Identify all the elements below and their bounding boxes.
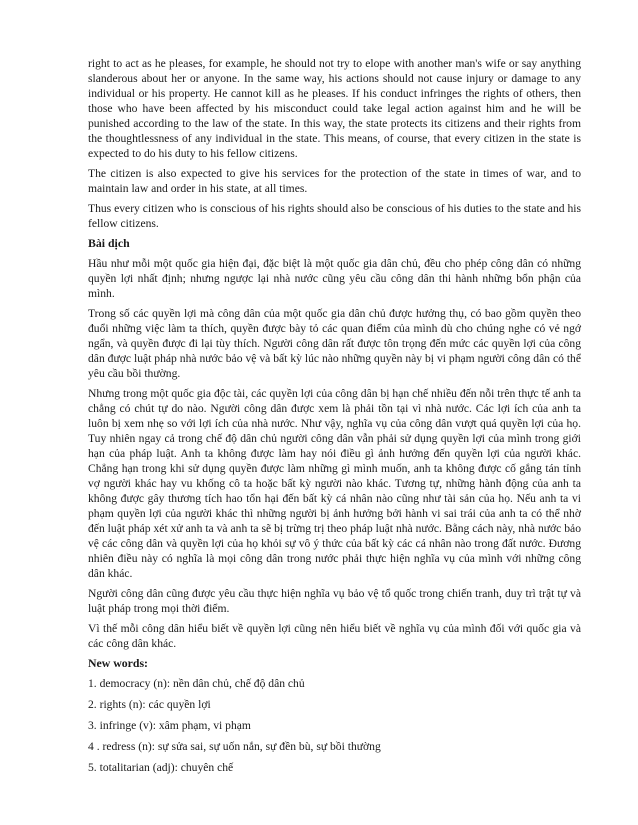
translation-paragraph-1: Hầu như mỗi một quốc gia hiện đại, đặc biệt là một quốc gia dân chủ, đều cho phép công dân có những quyền lợi nhất định; nhưng ngược lại nhà nước cũng yêu cầu công dân thi hành những bổn phận của mình. (88, 257, 581, 300)
new-words-list (88, 676, 581, 775)
english-paragraph-2: The citizen is also expected to give his services for the protection of the state in times of war, and to maintain law and order in his state, at all times. (88, 167, 581, 195)
new-word-item: 1. democracy (n): nền dân chủ, chế độ dân chủ (88, 677, 305, 690)
translation-heading: Bài dịch (88, 236, 130, 250)
translation-paragraph-2: Trong số các quyền lợi mà công dân của một quốc gia dân chủ được hưởng thụ, có bao gồm quyền theo đuổi những việc làm ta thích, quyền được bày tỏ các quan điểm của mình dù cho chúng nghe có vẻ ngớ ngẩn, và quyền được đi lại tùy thích. Người công dân rất được tôn trọng đến mức các quyền lợi của công dân được luật pháp nhà nước bảo vệ và bất kỳ lúc nào những quyền này bị vi phạm người công dân có thể yêu cầu bồi thường. (88, 307, 581, 380)
english-paragraph-1: right to act as he pleases, for example, he should not try to elope with another man's wife or say anything slanderous about her or anyone. In the same way, his actions should not cause injury or damage to any individual or his property. He cannot kill as he pleases. If his conduct infringes the rights of others, then those who have been affected by his misconduct could take legal action against him and he will be punished according to the law of the state. In this way, the state protects its citizens and their rights from the thoughtlessness of any individual in the state. This means, of course, that every citizen in the state is expected to do his duty to his fellow citizens. (88, 57, 581, 160)
new-word-item: 2. rights (n): các quyền lợi (88, 698, 211, 711)
translation-paragraph-4: Người công dân cũng được yêu cầu thực hiện nghĩa vụ bảo vệ tổ quốc trong chiến tranh, duy trì trật tự và luật pháp trong mọi thời điểm. (88, 587, 581, 615)
new-word-item: 5. totalitarian (adj): chuyên chế (88, 761, 234, 774)
translation-paragraph-3: Nhưng trong một quốc gia độc tài, các quyền lợi của công dân bị hạn chế nhiều đến nỗi trên thực tế anh ta chẳng có chút tự do nào. Người công dân được xem là phải tồn tại vì nhà nước. Các lợi ích của anh ta luôn bị xem nhẹ so với lợi ích của nhà nước. Như vậy, nghĩa vụ của công dân vượt quá quyền lợi của họ. Tuy nhiên ngay cả trong chế độ dân chủ người công dân vẫn phải sử dụng quyền lợi của mình trong giới hạn của pháp luật. Anh ta không được làm hay nói điều gì ảnh hưởng đến quyền lợi của người khác. Chẳng hạn trong khi sử dụng quyền được làm những gì mình muốn, anh ta không được cố gắng tán tỉnh vợ người khác hay vu khống cô ta hoặc bất kỳ người nào khác. Tương tự, những hành động của anh ta không được gây thương tích hao tổn hại đến bất kỳ cá nhân nào cũng như tài sản của họ. Nếu anh ta vi phạm quyền lợi của người khác thì những người bị ảnh hưởng bởi hành vi sai trái của anh ta có thể nhờ đến luật pháp xét xử anh ta và anh ta sẽ bị trừng trị theo pháp luật nhà nước. Bằng cách này, nhà nước bảo vệ các công dân và quyền lợi của họ khỏi sự vô ý thức của bất kỳ các cá nhân nào trong đất nước. Đương nhiên điều này có nghĩa là mọi công dân trong nước phải thực hiện nghĩa vụ của mình với những công dân khác. (88, 387, 581, 580)
new-word-item: 3. infringe (v): xâm phạm, vi phạm (88, 719, 251, 732)
translation-paragraph-5: Vì thế mỗi công dân hiểu biết về quyền lợi cũng nên hiểu biết về nghĩa vụ của mình đối với quốc gia và các công dân khác. (88, 622, 581, 650)
new-words-heading: New words: (88, 656, 148, 670)
document-page (88, 56, 581, 781)
english-paragraph-3: Thus every citizen who is conscious of his rights should also be conscious of his duties to the state and his fellow citizens. (88, 202, 581, 230)
new-word-item: 4 . redress (n): sự sửa sai, sự uốn nắn, sự đền bù, sự bồi thường (88, 740, 381, 753)
